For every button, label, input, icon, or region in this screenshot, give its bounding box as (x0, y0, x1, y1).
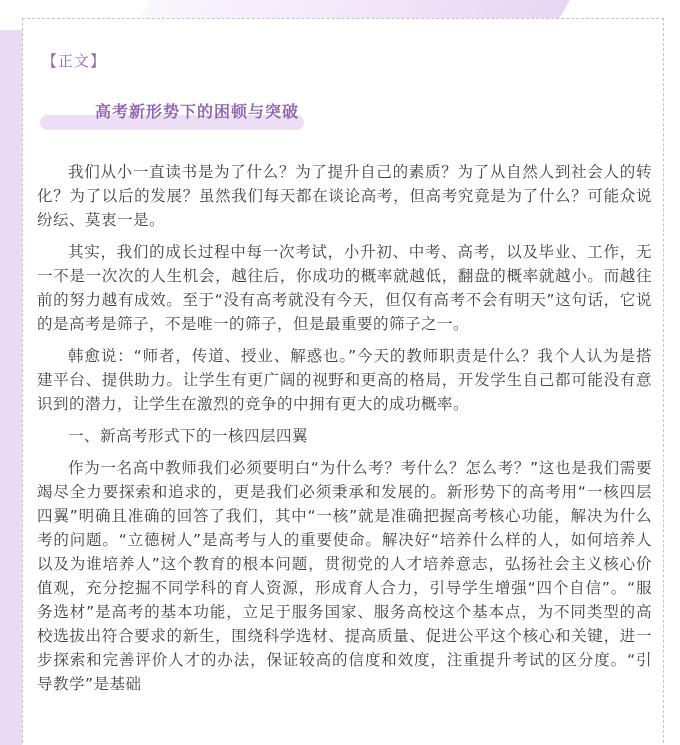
paragraph: 其实，我们的成长过程中每一次考试，小升初、中考、高考，以及毕业、工作，无一不是一次次的人生机会，越往后，你成功的概率就越低，翻盘的概率就越小。而越往前的努力越有成效。至于“没有高考就没有今天，但仅有高考不会有明天”这句话，它说的是高考是筛子，不是唯一的筛子，但是最重要的筛子之一。 (37, 243, 652, 333)
decorative-side-band (0, 30, 22, 745)
paragraph: 韩愈说：“师者，传道、授业、解惑也。”今天的教师职责是什么？我个人认为是搭建平台、提供助力。让学生有更广阔的视野和更高的格局，开发学生自己都可能没有意识到的潜力，让学生在激烈的竞争的中拥有更大的成功概率。 (37, 347, 652, 413)
article-title: 高考新形势下的困顿与突破 (95, 102, 300, 121)
paragraph: 我们从小一直读书是为了什么？为了提升自己的素质？为了从自然人到社会人的转化？为了以后的发展？虽然我们每天都在谈论高考，但高考究竟是为了什么？可能众说纷纭、莫衷一是。 (37, 163, 652, 229)
article-body (37, 160, 652, 704)
section-heading: 一、新高考形式下的一核四层四翼 (68, 427, 309, 445)
section-tag: 【正文】 (42, 52, 107, 70)
paragraph: 作为一名高中教师我们必须要明白“为什么考？考什么？怎么考？”这也是我们需要竭尽全力要探索和追求的，更是我们必须秉承和发展的。新形势下的高考用“一核四层四翼”明确且准确的回答了我们，其中“一核”就是准确把握高考核心功能，解决为什么考的问题。“立德树人”是高考与人的重要使命。解决好“培养什么样的人，如何培养人以及为谁培养人”这个教育的根本问题，贯彻党的人才培养意志，弘扬社会主义核心价值观，充分挖掘不同学科的育人资源，形成育人合力，引导学生增强“四个自信”。“服务选材”是高考的基本功能，立足于服务国家、服务高校这个基本点，为不同类型的高校选拔出符合要求的新生，围绕科学选材、提高质量、促进公平这个核心和关键，进一步探索和完善评价人才的办法，保证较高的信度和效度，注重提升考试的区分度。“引导教学”是基础 (37, 459, 652, 693)
